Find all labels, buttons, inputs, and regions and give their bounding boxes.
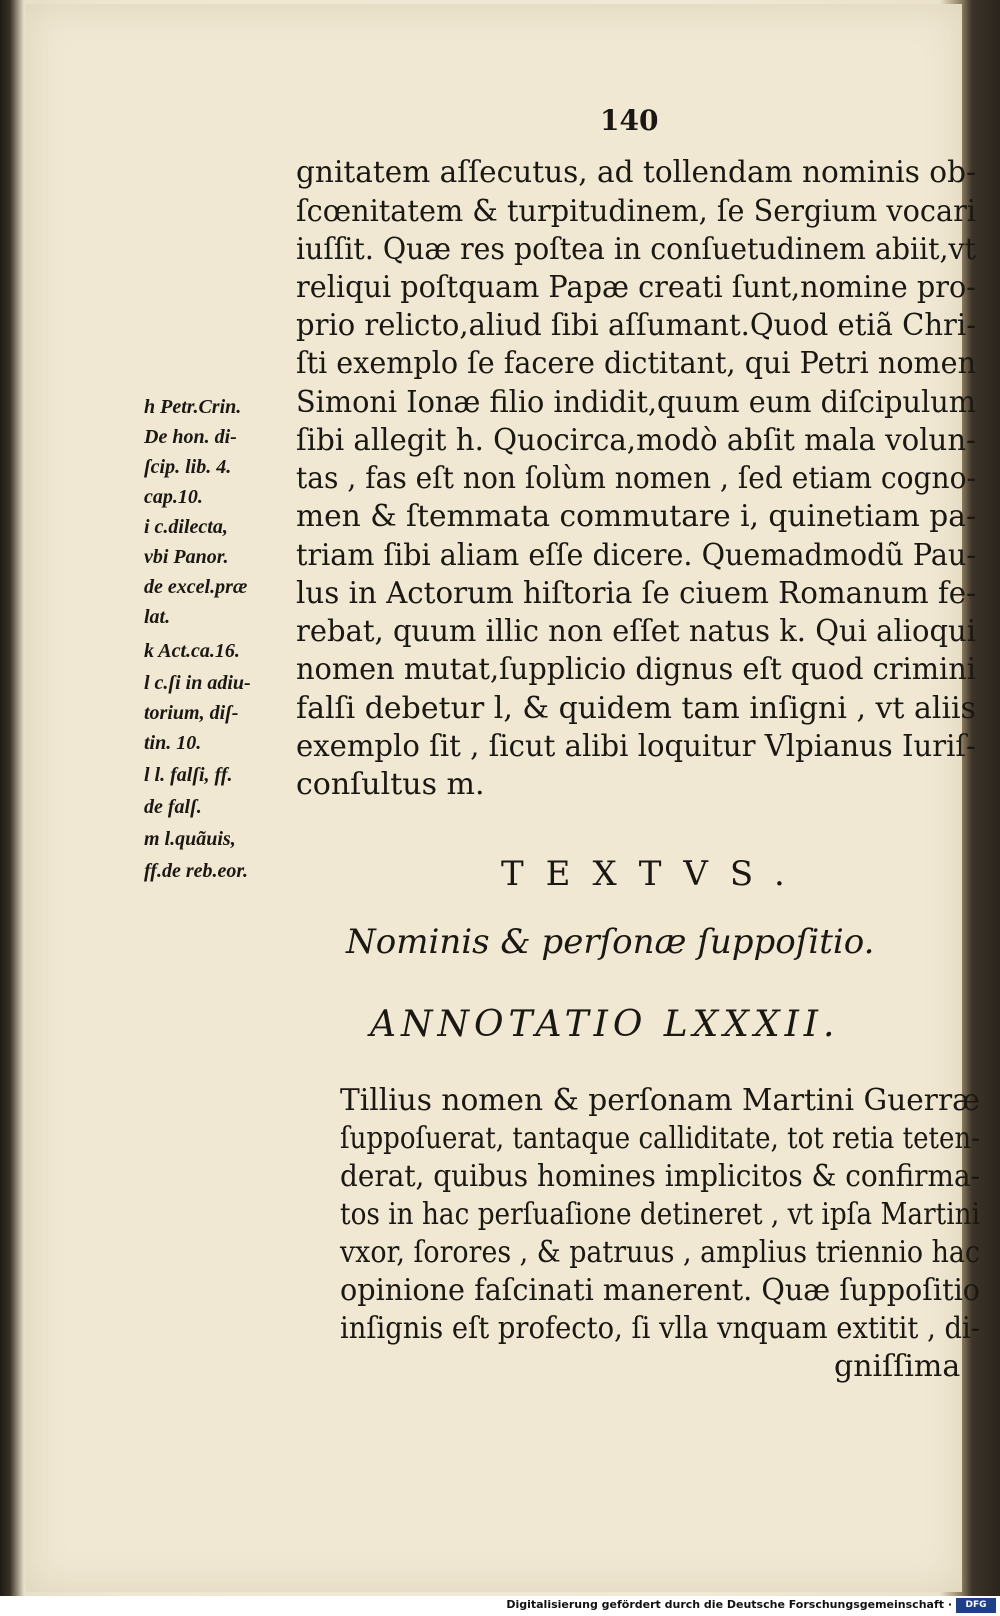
text-line: falſi debetur l, & quidem tam inſigni , vt aliis [296, 691, 976, 726]
margin-note: lat. [144, 606, 171, 628]
margin-note: k Act.ca.16. [144, 640, 240, 662]
text-line: nomen mutat,ſupplicio dignus eſt quod crimini [296, 652, 976, 687]
margin-note: tin. 10. [144, 732, 202, 754]
text-line: derat, quibus homines implicitos & confirma- [340, 1159, 980, 1194]
margin-note: l c.ſi in adiu- [144, 672, 251, 694]
margin-note: de falſ. [144, 796, 202, 818]
text-line: iuſſit. Quæ res poſtea in conſuetudinem abiit,vt [296, 232, 976, 267]
text-line: gnitatem aſſecutus, ad tollendam nominis ob- [296, 155, 976, 190]
text-line: rebat, quum illic non eſſet natus k. Qui alioqui [296, 614, 976, 649]
dfg-logo: DFG [956, 1598, 996, 1613]
book-page [26, 4, 980, 1592]
text-line: prio relicto,aliud ſibi aſſumant.Quod etiã Chri- [296, 308, 976, 343]
text-line: exemplo ſit , ſicut alibi loquitur Vlpianus Iuriſ- [296, 729, 976, 764]
text-line: triam ſibi aliam eſſe dicere. Quemadmodũ Pau- [296, 538, 976, 573]
margin-note: ſcip. lib. 4. [144, 456, 232, 478]
margin-note: de excel.præ [144, 576, 248, 598]
text-line: ſti exemplo ſe facere dictitant, qui Petri nomen [296, 346, 976, 381]
margin-note: torium, diſ- [144, 702, 239, 724]
margin-note: De hon. di- [144, 426, 237, 448]
margin-note: h Petr.Crin. [144, 396, 242, 418]
margin-note: cap.10. [144, 486, 203, 508]
text-line: Simoni Ionæ filio indidit,quum eum diſcipulum [296, 385, 976, 420]
text-line: ſuppoſuerat, tantaque calliditate, tot retia teten- [340, 1121, 980, 1156]
section-heading-textus: TEXTVS. [501, 854, 807, 894]
margin-note: l l. falſi, ff. [144, 764, 233, 786]
text-line: tas , fas eſt non ſolùm nomen , ſed etiam cogno- [296, 461, 976, 496]
text-line: reliqui poſtquam Papæ creati ſunt,nomine pro- [296, 270, 976, 305]
catchword: gniſſima [834, 1349, 961, 1384]
text-line: conſultus m. [296, 767, 485, 802]
section-subtitle: Nominis & perſonæ ſuppoſitio. [346, 922, 875, 962]
margin-note: i c.dilecta, [144, 516, 228, 538]
margin-note: vbi Panor. [144, 546, 229, 568]
annotation-heading: ANNOTATIO LXXXII. [370, 1004, 840, 1045]
text-line: men & ſtemmata commutare i, quinetiam pa- [296, 499, 976, 534]
text-line: ſcœnitatem & turpitudinem, ſe Sergium vocari [296, 194, 976, 229]
text-line: opinione faſcinati manerent. Quæ ſuppoſitio [340, 1273, 980, 1308]
text-line: tos in hac perſuaſione detineret , vt ipſa Martini [340, 1197, 980, 1232]
text-line: vxor, ſorores , & patruus , amplius triennio hac [340, 1235, 980, 1270]
text-line: Tillius nomen & perſonam Martini Guerræ [340, 1083, 980, 1118]
margin-note: m l.quãuis, [144, 828, 236, 850]
page-number: 140 [600, 104, 659, 137]
text-line: lus in Actorum hiſtoria ſe ciuem Romanum fe- [296, 576, 976, 611]
margin-note: ff.de reb.eor. [144, 860, 249, 882]
footer-credit-text: Digitalisierung gefördert durch die Deutsche Forschungsgemeinschaft · [506, 1598, 952, 1611]
digitization-footer [0, 1596, 1000, 1616]
text-line: inſignis eſt profecto, ſi vlla vnquam extitit , di- [340, 1311, 980, 1346]
text-line: ſibi allegit h. Quocirca,modò abſit mala volun- [296, 423, 976, 458]
